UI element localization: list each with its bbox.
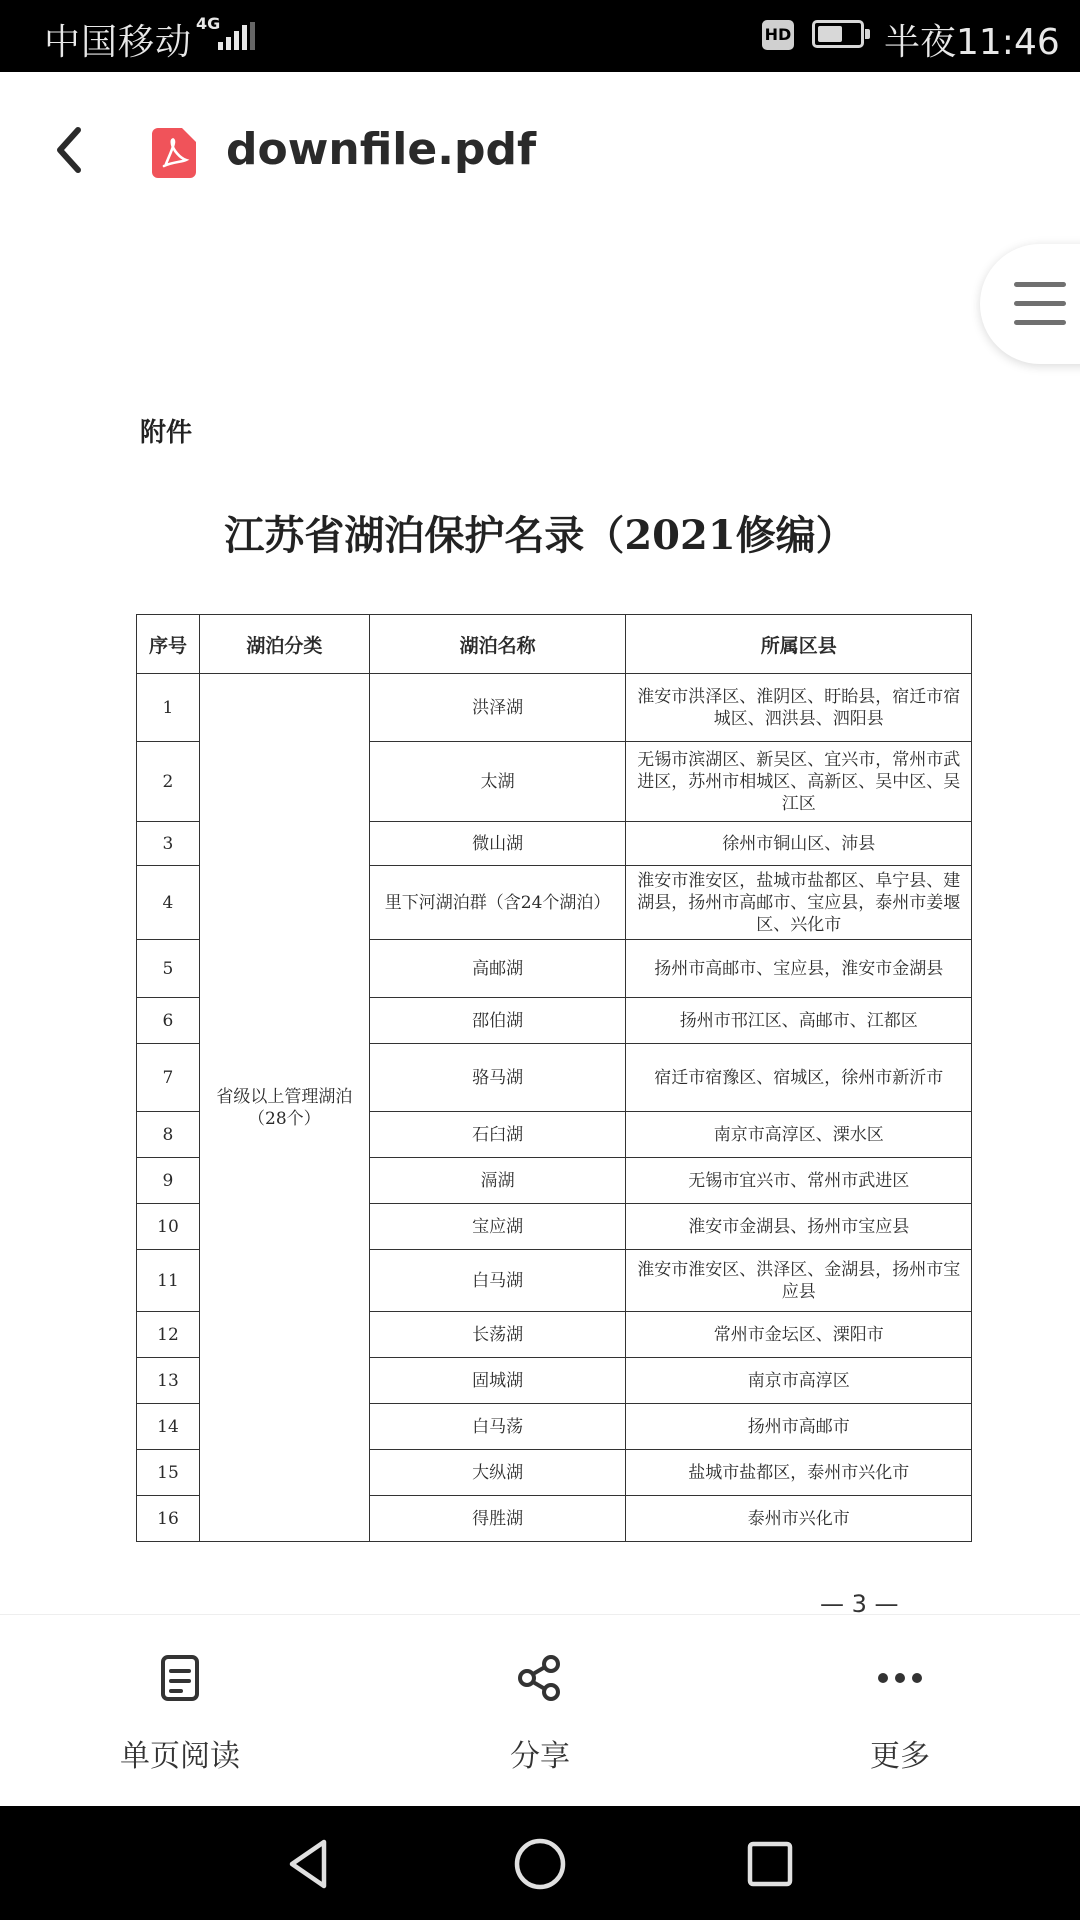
lake-region: 扬州市高邮市、宝应县，淮安市金湖县: [626, 940, 972, 998]
more-label: 更多: [870, 1739, 930, 1774]
single-page-button[interactable]: [0, 1615, 360, 1807]
triangle-back-icon: [280, 1834, 340, 1894]
lake-table: [136, 614, 972, 1542]
table-row: [137, 674, 972, 742]
row-number: 8: [137, 1112, 200, 1158]
row-number: 7: [137, 1044, 200, 1112]
column-header: 湖泊名称: [369, 615, 626, 674]
file-name: downfile.pdf: [226, 124, 537, 175]
lake-region: 淮安市淮安区，盐城市盐都区、阜宁县、建湖县，扬州市高邮市、宝应县，泰州市姜堰区、兴化市: [626, 866, 972, 940]
lake-region: 盐城市盐都区，泰州市兴化市: [626, 1450, 972, 1496]
row-number: 9: [137, 1158, 200, 1204]
lake-region: 宿迁市宿豫区、宿城区，徐州市新沂市: [626, 1044, 972, 1112]
lake-name: 长荡湖: [369, 1312, 626, 1358]
signal-bars-icon: [216, 22, 256, 52]
lake-name: 大纵湖: [369, 1450, 626, 1496]
lake-name: 白马荡: [369, 1404, 626, 1450]
battery-icon: [812, 20, 864, 48]
network-type: 4G: [196, 14, 221, 33]
page-number: — 3 —: [820, 1590, 899, 1614]
row-number: 16: [137, 1496, 200, 1542]
nav-back-button[interactable]: [280, 1834, 340, 1894]
row-number: 13: [137, 1358, 200, 1404]
lake-name: 白马湖: [369, 1250, 626, 1312]
share-icon: [515, 1653, 565, 1703]
row-number: 3: [137, 822, 200, 866]
lake-name: 固城湖: [369, 1358, 626, 1404]
battery-level: [818, 26, 842, 42]
lake-name: 微山湖: [369, 822, 626, 866]
lake-name: 骆马湖: [369, 1044, 626, 1112]
share-button[interactable]: [360, 1615, 720, 1807]
lake-name: 宝应湖: [369, 1204, 626, 1250]
lake-region: 泰州市兴化市: [626, 1496, 972, 1542]
nav-home-button[interactable]: [510, 1834, 570, 1894]
pdf-page[interactable]: [0, 222, 1080, 1614]
column-header: 湖泊分类: [199, 615, 369, 674]
signal-indicator: [196, 14, 256, 54]
lake-region: 扬州市邗江区、高邮市、江都区: [626, 998, 972, 1044]
lake-name: 洪泽湖: [369, 674, 626, 742]
lake-region: 常州市金坛区、溧阳市: [626, 1312, 972, 1358]
attachment-label: 附件: [140, 418, 193, 448]
row-number: 4: [137, 866, 200, 940]
lake-region: 南京市高淳区、溧水区: [626, 1112, 972, 1158]
lake-name: 邵伯湖: [369, 998, 626, 1044]
lake-name: 高邮湖: [369, 940, 626, 998]
column-header: 所属区县: [626, 615, 972, 674]
nav-recents-button[interactable]: [740, 1834, 800, 1894]
status-bar: [0, 0, 1080, 72]
lake-region: 无锡市滨湖区、新吴区、宜兴市，常州市武进区，苏州市相城区、高新区、吴中区、吴江区: [626, 742, 972, 822]
lake-name: 滆湖: [369, 1158, 626, 1204]
lake-name: 里下河湖泊群（含24个湖泊）: [369, 866, 626, 940]
pdf-file-icon: [152, 128, 196, 178]
row-number: 12: [137, 1312, 200, 1358]
bottom-action-bar: [0, 1614, 1080, 1807]
square-recents-icon: [740, 1834, 800, 1894]
row-number: 11: [137, 1250, 200, 1312]
row-number: 6: [137, 998, 200, 1044]
row-number: 1: [137, 674, 200, 742]
lake-region: 无锡市宜兴市、常州市武进区: [626, 1158, 972, 1204]
lake-name: 太湖: [369, 742, 626, 822]
single-page-label: 单页阅读: [120, 1739, 240, 1774]
lake-region: 徐州市铜山区、沛县: [626, 822, 972, 866]
document-page-icon: [155, 1653, 205, 1703]
row-number: 5: [137, 940, 200, 998]
row-number: 2: [137, 742, 200, 822]
column-header: 序号: [137, 615, 200, 674]
circle-home-icon: [510, 1834, 570, 1894]
more-button[interactable]: [720, 1615, 1080, 1807]
row-number: 10: [137, 1204, 200, 1250]
document-title: 江苏省湖泊保护名录（2021修编）: [224, 512, 856, 559]
more-dots-icon: [875, 1653, 925, 1703]
carrier-name: 中国移动: [44, 22, 193, 63]
app-bar: [0, 72, 1080, 222]
row-number: 14: [137, 1404, 200, 1450]
clock: 半夜11:46: [884, 22, 1060, 63]
hd-badge: HD: [762, 20, 794, 50]
lake-name: 石臼湖: [369, 1112, 626, 1158]
lake-name: 得胜湖: [369, 1496, 626, 1542]
lake-region: 淮安市淮安区、洪泽区、金湖县，扬州市宝应县: [626, 1250, 972, 1312]
lake-region: 淮安市洪泽区、淮阴区、盱眙县，宿迁市宿城区、泗洪县、泗阳县: [626, 674, 972, 742]
lake-category: 省级以上管理湖泊（28个）: [199, 674, 369, 1542]
share-label: 分享: [510, 1739, 570, 1774]
lake-region: 南京市高淳区: [626, 1358, 972, 1404]
back-button[interactable]: [46, 122, 96, 178]
lake-region: 扬州市高邮市: [626, 1404, 972, 1450]
lake-region: 淮安市金湖县、扬州市宝应县: [626, 1204, 972, 1250]
table-header-row: [137, 615, 972, 674]
row-number: 15: [137, 1450, 200, 1496]
chevron-left-icon: [46, 122, 96, 178]
system-nav-bar: [0, 1806, 1080, 1920]
